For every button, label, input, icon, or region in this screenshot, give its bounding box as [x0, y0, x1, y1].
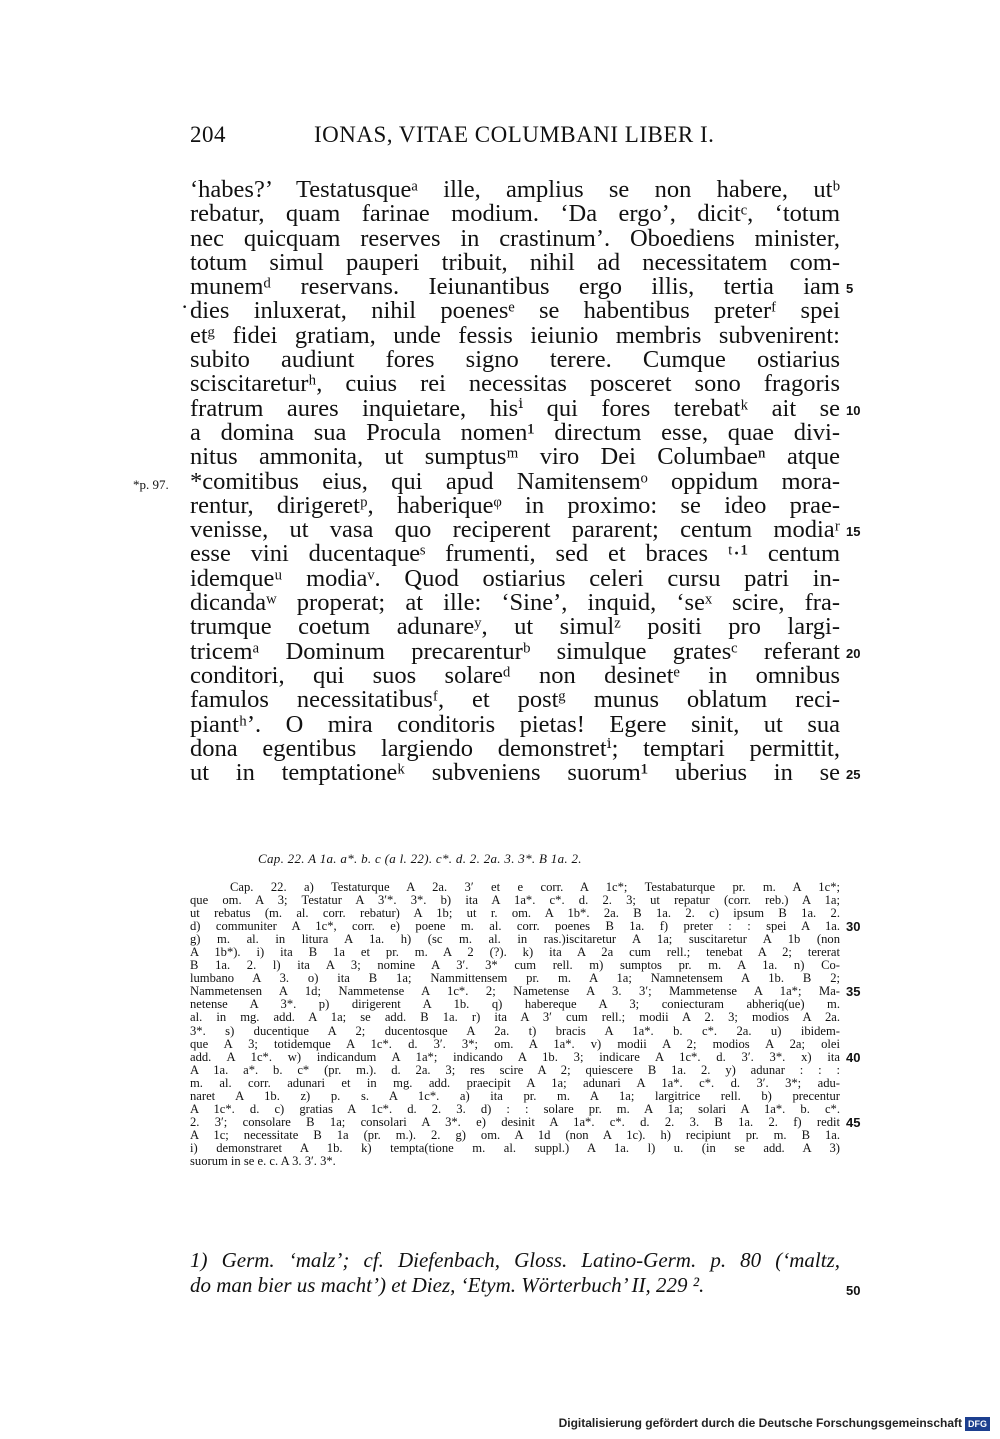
text-line: [190, 224, 840, 252]
text-line-text: fratrum aures inquietare, hisⁱ qui fores terebatᵏ ait se: [190, 394, 840, 422]
line-number: 20: [846, 645, 861, 661]
text-line: [190, 372, 840, 396]
apparatus-line-text: lumbano A 3. o) ita B 1a; Nammittensem pr. m. A 1a; Namnetensem A 1b. B 2;: [190, 971, 840, 986]
manuscript-sigla-line: Cap. 22. A 1a. a*. b. c (a l. 22). c*. d. 2. 2a. 3. 3*. B 1a. 2.: [258, 851, 582, 866]
line-number: 15: [846, 524, 861, 540]
margin-dot: ·: [181, 294, 189, 320]
line-number: 45: [846, 1114, 861, 1130]
text-line-text: conditori, qui suos solareᵈ non desinetᵉ in omnibus: [190, 661, 840, 689]
text-line-text: totum simul pauperi tribuit, nihil ad necessitatem com-: [190, 248, 840, 276]
footnote-line-text: do man bier us macht’) et Diez, ‘Etym. Wörterbuch’ II, 229 ².: [190, 1273, 705, 1297]
text-line: [190, 202, 840, 226]
apparatus-line: [190, 1155, 840, 1168]
main-text: [133, 176, 861, 787]
text-line-text: sciscitareturʰ, cuius rei necessitas posceret sono fragoris: [190, 370, 840, 398]
text-line-text: dies inluxerat, nihil poenesᵉ se habentibus preterᶠ spei: [190, 297, 840, 325]
digitization-credit: Digitalisierung gefördert durch die Deutsche Forschungsgemeinschaft: [558, 1416, 962, 1430]
apparatus-line-text: add. A 1c*. w) indicandum A 1a*; indicando A 1b. 3; indicare A 1c*. d. 3′. 3*. x) ita: [190, 1049, 840, 1064]
apparatus-line-text: naret A 1b. z) p. s. A 1c*. a) ita pr. m. A 1a; largitrice rell. b) precentur: [190, 1088, 840, 1103]
apparatus-line-text: 2. 3′; consolare B 1a; consolari A 3*. e) desinit A 1a*. c*. d. 2. 3. B 1a. 2. f) redit: [190, 1114, 840, 1129]
margin-page-reference: *p. 97.: [133, 476, 169, 492]
text-line: [190, 564, 840, 592]
text-line: [190, 759, 861, 787]
line-number: 50: [846, 1283, 861, 1298]
text-line-text: a domina sua Procula nomen¹ directum esse, quae divi-: [190, 418, 840, 446]
line-number: 25: [846, 767, 861, 783]
text-line: [190, 418, 840, 446]
apparatus-line-text: m. al. corr. adunari et in mg. add. praecipit A 1a; adunari A 1a*. c*. d. 3′. 3*; adu-: [190, 1075, 840, 1090]
apparatus-line-text: suorum in se e. c. A 3. 3′. 3*.: [190, 1153, 336, 1168]
text-line-text: venisse, ut vasa quo reciperent pararent; centum modiaʳ: [190, 516, 840, 544]
text-line: [190, 542, 840, 566]
text-line: [190, 710, 840, 738]
line-number: 30: [846, 919, 861, 935]
text-line-text: tricemᵃ Dominum precarenturᵇ simulque gratesᶜ referant: [190, 637, 840, 665]
text-line-text: nitus ammonita, ut sumptusᵐ viro Dei Columbaeⁿ atque: [190, 443, 840, 471]
apparatus-line-text: A 1c*. d. c) gratias A 1c*. d. 2. 3. d) : : solare pr. m. A 1a; solari A 1a*. b. c*.: [190, 1101, 840, 1116]
text-line-text: *comitibus eius, qui apud Namitensemᵒ oppidum mora-: [190, 467, 840, 495]
text-line-text: esse vini ducentaqueˢ frumenti, sed et braces ᵗ·¹ centum: [190, 540, 840, 568]
text-line-text: nec quicquam reserves in crastinum’. Oboediens minister,: [190, 224, 840, 252]
text-line-text: dicandaʷ properat; at ille: ‘Sine’, inquid, ‘seˣ scire, fra-: [190, 589, 840, 617]
text-line: [190, 348, 840, 372]
apparatus-line-text: que A 3; totidemque A 1c*. d. 3′. 3*; om. A 1a*. v) modii A 2; modios A 2a; olei: [190, 1036, 840, 1051]
page-footer: [0, 1416, 1000, 1436]
text-line-text: munemᵈ reservans. Ieiunantibus ergo illis, tertia iam: [190, 273, 840, 301]
text-line: [190, 688, 840, 712]
text-line: [190, 273, 854, 301]
footnote-line-text: 1) Germ. ‘malz’; cf. Diefenbach, Gloss. Latino-Germ. p. 80 (‘maltz,: [190, 1248, 840, 1272]
text-line-text: ut in temptationeᵏ subveniens suorum¹ uberius in se: [190, 759, 840, 787]
apparatus-line-text: Cap. 22. a) Testaturque A 2a. 3′ et e corr. A 1c*; Testabaturque pr. m. A 1c*;: [230, 880, 840, 894]
text-line: [190, 516, 861, 544]
text-line-text: ‘habes?’ Testatusqueᵃ ille, amplius se non habere, utᵇ: [190, 176, 840, 203]
text-line: [190, 178, 840, 202]
line-number: 5: [846, 281, 854, 297]
text-line: [190, 491, 840, 519]
line-number: 10: [846, 402, 861, 418]
text-line-text: famulos necessitatibusᶠ, et postᵍ munus oblatum reci-: [190, 686, 840, 714]
text-line: [190, 615, 840, 639]
apparatus-line-text: g) m. al. in litura A 1a. h) (sc m. al. in ras.)iscitaretur A 1a; suscitaretur A 1b (non: [190, 932, 840, 947]
text-line-text: etᵍ fidei gratiam, unde fessis ieiunio membris subvenirent:: [190, 321, 840, 349]
text-line: [190, 394, 861, 422]
line-number: 35: [846, 984, 861, 1000]
text-line: [190, 637, 861, 665]
footnotes: [190, 1248, 861, 1298]
text-line: [190, 248, 840, 276]
text-line: [190, 445, 840, 469]
apparatus-line-text: d) communiter A 1c*, corr. e) poene m. al. corr. poenes B 1a. f) preter : : spei A 1a.: [190, 919, 840, 934]
text-line-text: rebatur, quam farinae modium. ‘Da ergo’, dicitᶜ, ‘totum: [190, 200, 840, 228]
text-line: [190, 321, 840, 349]
apparatus-line-text: A 1b*). i) ita B 1a et pr. m. A 2 (?). k) ita A 2a cum rell.; tenebat A 2; tererat: [190, 945, 840, 960]
page-number: 204: [190, 122, 226, 147]
apparatus-line-text: i) demonstraret A 1b. k) tempta(tione m. al. suppl.) A 1a. l) u. (in se add. A 3): [190, 1140, 840, 1155]
text-line: [181, 294, 840, 325]
text-line-text: piantʰ’. O mira conditoris pietas! Egere sinit, ut sua: [190, 710, 840, 738]
apparatus-line-text: ut rebatus (m. al. corr. rebatur) A 1b; ut r. om. A 1b*. 2a. B 1a. 2. c) ipsum B 1a. 2.: [190, 906, 840, 921]
apparatus-line-text: netense A 3*. p) dirigerent A 1b. q) habereque A 3; coniecturam abheriq(ue) m.: [190, 997, 840, 1012]
critical-apparatus: [190, 880, 861, 1168]
apparatus-line-text: 3*. s) ducentique A 2; ducentosque A 2a. t) bracis A 1a*. b. c*. 2a. u) ibidem-: [190, 1023, 840, 1038]
apparatus-line-text: Nammetensen A 1d; Nammetense A 1c*. 2; Nametense A 3. 3′; Mammetense A 1a*; Ma-: [190, 984, 840, 999]
text-line-text: rentur, dirigeretᵖ, haberiqueᵠ in proximo: se ideo prae-: [190, 491, 840, 519]
text-line: [133, 467, 840, 495]
apparatus-line-text: A 1c; necessitate B 1a (pr. m.). 2. g) om. A 1d (non A 1c). h) recipiunt pr. m. B 1a.: [190, 1127, 840, 1142]
text-line-text: dona egentibus largiendo demonstretⁱ; temptari permittit,: [190, 734, 840, 762]
text-line-text: idemqueᵘ modiaᵛ. Quod ostiarius celeri cursu patri in-: [190, 564, 840, 592]
text-line: [190, 734, 840, 762]
apparatus-line-text: que om. A 3; Testatur A 3′*. 3*. b) ita A 1a*. c*. d. 2. 3; ut repatur (corr. reb.) A 1a;: [190, 893, 840, 908]
dfg-logo: DFG: [965, 1417, 990, 1431]
text-line-text: subito audiunt fores signo terere. Cumque ostiarius: [190, 346, 840, 374]
text-line: [190, 661, 840, 689]
text-line-text: trumque coetum adunareʸ, ut simulᶻ positi pro largi-: [190, 613, 840, 641]
footnote-line: [190, 1273, 861, 1298]
footnote-line: [190, 1248, 840, 1273]
apparatus-line-text: B 1a. 2. l) ita A 3; nomine A 3′. 3* cum rell. m) sumptos pr. m. A 1a. n) Co-: [190, 958, 840, 973]
running-title: IONAS, VITAE COLUMBANI LIBER I.: [314, 122, 715, 147]
apparatus-line-text: A 1a. a*. b. c* (pr. m.). d. 2a. 3; res scire A 2; quiescere B 1a. 2. y) adunar : : :: [190, 1062, 840, 1077]
line-number: 40: [846, 1049, 861, 1065]
apparatus-line-text: al. in mg. add. A 1a; se add. B 1a. r) ita A 3′ cum rell.; modii A 2. 3; modios A 2a.: [190, 1010, 840, 1025]
text-line: [190, 591, 840, 615]
